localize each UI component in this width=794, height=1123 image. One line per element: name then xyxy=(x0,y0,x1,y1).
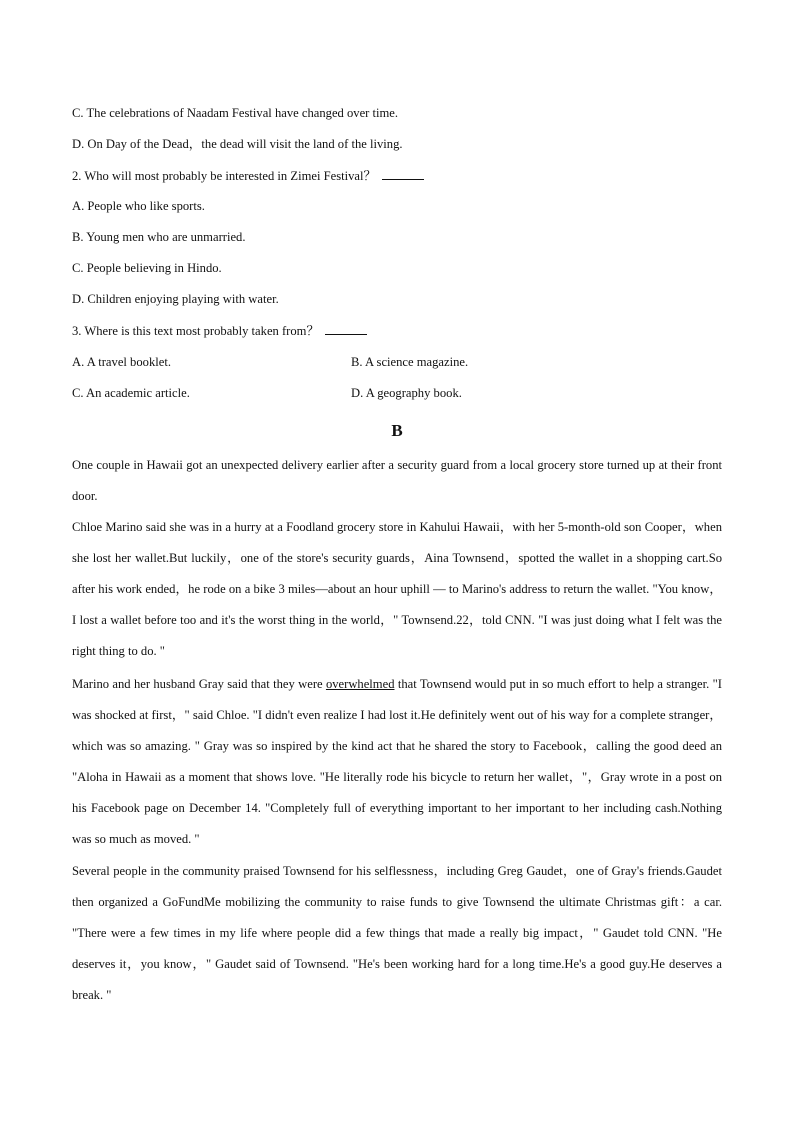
q2-stem-text: 2. Who will most probably be interested in Zimei Festival？ xyxy=(72,169,377,183)
q2-option-d: D. Children enjoying playing with water. xyxy=(72,292,279,306)
q2-option-a: A. People who like sports. xyxy=(72,199,205,213)
section-b-paragraph-1: One couple in Hawaii got an unexpected delivery earlier after a security guard from a local grocery store turned up at their front door. xyxy=(72,458,722,503)
q2-option-b: B. Young men who are unmarried. xyxy=(72,230,246,244)
q2-option-c: C. People believing in Hindo. xyxy=(72,261,222,275)
paragraph-3-rest: that Townsend would put in so much effort to help a stranger. "I was shocked at first，" said Chloe. "I didn't even realize I had lost it.He definitely went out of his way for a complete stranger，which was so amazing. " Gray was so inspired by the kind act that he shared the story to Facebook，calling the good deed an "Aloha in Hawaii as a moment that shows love. "He literally rode his bicycle to return her wallet，"，Gray wrote in a post on his Facebook page on December 14. "Completely full of everything important to her important to her including cash.Nothing was so much as moved. " xyxy=(72,677,722,846)
q3-option-b: B. A science magazine. xyxy=(351,355,469,369)
q1-option-c: C. The celebrations of Naadam Festival have changed over time. xyxy=(72,106,399,120)
q1-option-d: D. On Day of the Dead，the dead will visit the land of the living. xyxy=(72,137,403,151)
section-b-title: B xyxy=(391,421,403,440)
q3-option-a: A. A travel booklet. xyxy=(72,355,171,369)
section-b-paragraph-4: Several people in the community praised Townsend for his selflessness，including Greg Gaudet，one of Gray's friends.Gaudet then organized a GoFundMe mobilizing the community to raise funds to give Townsend the ultimate Christmas gift：a car. "There were a few times in my life where people did a few things that made a really big impact，" Gaudet told CNN. "He deserves it，you know，" Gaudet said of Townsend. "He's been working hard for a long time.He's a good guy.He deserves a break. " xyxy=(72,864,722,1002)
paragraph-3-start: Marino and her husband Gray said that they were xyxy=(72,677,326,691)
q2-stem xyxy=(72,167,424,184)
underlined-word: overwhelmed xyxy=(325,677,395,691)
section-b-paragraph-3 xyxy=(72,669,722,855)
q3-stem xyxy=(72,322,367,339)
q3-stem-text: 3. Where is this text most probably taken from？ xyxy=(72,324,320,338)
q2-answer-blank[interactable] xyxy=(382,167,424,180)
q3-option-d: D. A geography book. xyxy=(351,386,462,400)
section-b-paragraph-2: Chloe Marino said she was in a hurry at a Foodland grocery store in Kahului Hawaii，with her 5-month-old son Cooper，when she lost her wallet.But luckily，one of the store's security guards，Aina Townsend，spotted the wallet in a shopping cart.So after his work ended，he rode on a bike 3 miles—about an hour uphill — to Marino's address to return the wallet. "You know，I lost a wallet before too and it's the worst thing in the world，" Townsend.22，told CNN. "I was just doing what I felt was the right thing to do. " xyxy=(72,520,722,658)
q3-answer-blank[interactable] xyxy=(325,322,367,335)
q3-option-c: C. An academic article. xyxy=(72,386,190,400)
